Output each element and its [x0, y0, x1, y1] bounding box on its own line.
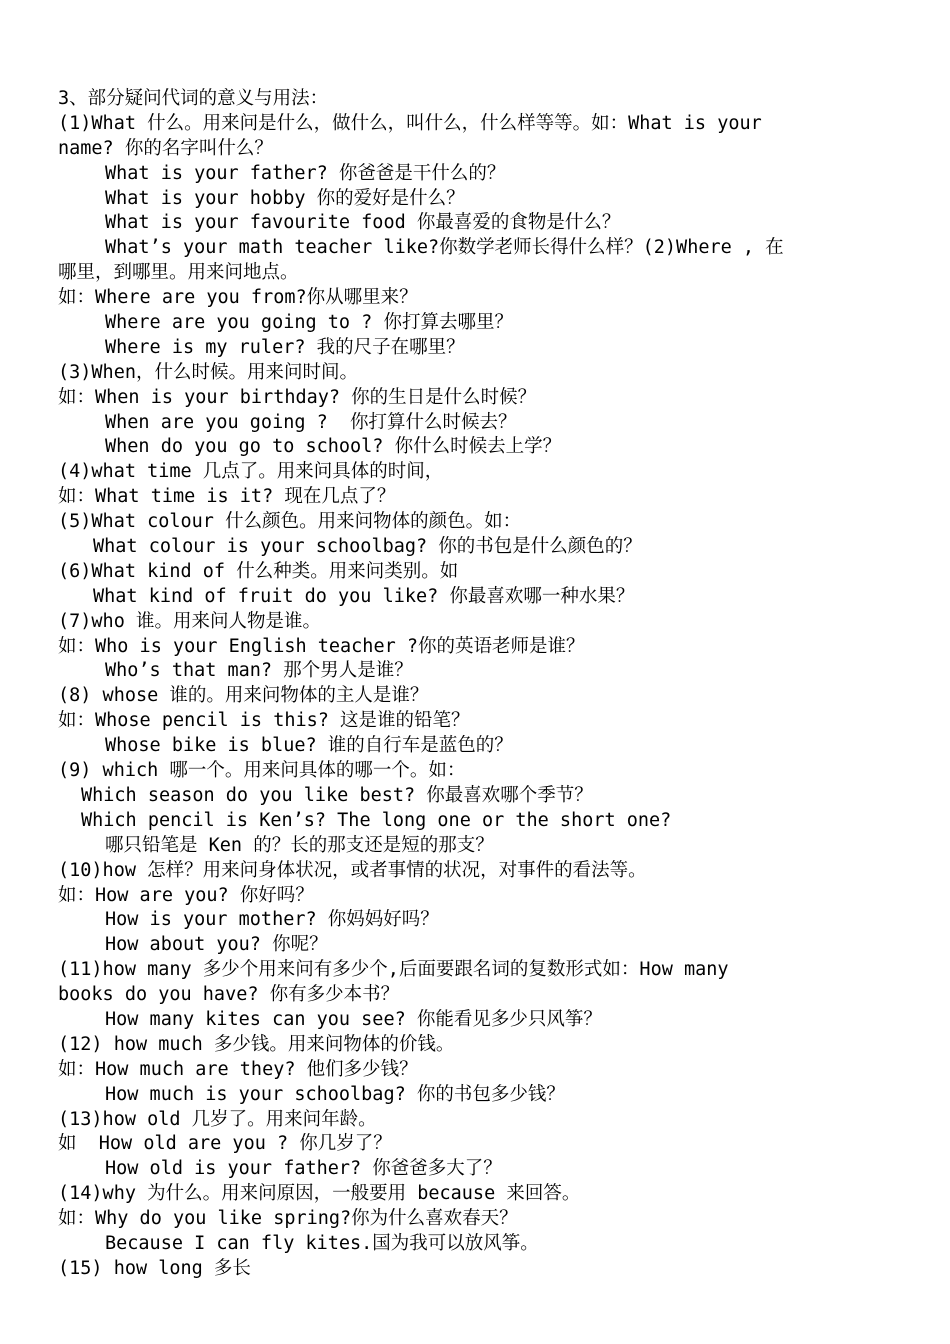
example-line: How many kites can you see? 你能看见多少只风筝？: [105, 1008, 602, 1030]
example-line: What is your hobby 你的爱好是什么？: [105, 187, 465, 209]
example-line: How much is your schoolbag? 你的书包多少钱？: [105, 1083, 565, 1105]
item-where-heading-cont: 哪里，到哪里。用来问地点。: [58, 262, 299, 284]
example-line: What is your father? 你爸爸是干什么的？: [105, 162, 506, 184]
item-who-heading: (7)who 谁。用来问人物是谁。: [58, 610, 321, 632]
item-what-heading-cont: name? 你的名字叫什么？: [58, 137, 273, 159]
item-how-old-heading: (13)how old 几岁了。用来问年龄。: [58, 1108, 377, 1130]
example-line: What colour is your schoolbag? 你的书包是什么颜色的？: [93, 536, 642, 558]
item-what-colour-heading: (5)What colour 什么颜色。用来问物体的颜色。如：: [58, 511, 522, 533]
example-line: 如：How are you? 你好吗？: [58, 884, 314, 906]
item-why-heading: (14)why 为什么。用来问原因，一般要用 because 来回答。: [58, 1183, 581, 1205]
item-which-heading: (9) which 哪一个。用来问具体的哪一个。如：: [58, 760, 466, 782]
example-line: How about you? 你呢？: [105, 934, 328, 956]
example-line: Which season do you like best? 你最喜欢哪个季节？: [81, 784, 593, 806]
item-when-heading: (3)When，什么时候。用来问时间。: [58, 361, 358, 383]
example-line: Where is my ruler? 我的尺子在哪里？: [105, 336, 465, 358]
item-what-heading: (1)What 什么。用来问是什么，做什么，叫什么，什么样等等。如：What is your: [58, 112, 762, 134]
example-line: Where are you going to ? 你打算去哪里？: [105, 312, 513, 334]
example-line: 如：What time is it? 现在几点了？: [58, 486, 396, 508]
example-line: 如：When is your birthday? 你的生日是什么时候？: [58, 386, 537, 408]
example-line: 如：How much are they? 他们多少钱？: [58, 1058, 418, 1080]
example-line: What is your favourite food 你最喜爱的食物是什么？: [105, 212, 621, 234]
item-whose-heading: (8) whose 谁的。用来问物体的主人是谁？: [58, 685, 429, 707]
example-line: Which pencil is Ken’s? The long one or the short one?: [81, 809, 672, 831]
example-line: When do you go to school? 你什么时候去上学？: [105, 436, 562, 458]
item-how-many-heading: (11)how many 多少个用来问有多少个,后面要跟名词的复数形式如：How many: [58, 959, 729, 981]
example-line: What kind of fruit do you like? 你最喜欢哪一种水果？: [93, 585, 635, 607]
example-line: 如：Whose pencil is this? 这是谁的铅笔？: [58, 710, 470, 732]
example-line: Whose bike is blue? 谁的自行车是蓝色的？: [105, 735, 513, 757]
document-body: [58, 87, 894, 1282]
example-line: 如：Where are you from?你从哪里来？: [58, 287, 418, 309]
example-line: What’s your math teacher like?你数学老师长得什么样？(2)Where , 在: [105, 237, 784, 259]
example-line: How is your mother? 你妈妈好吗？: [105, 909, 439, 931]
example-line: 哪只铅笔是 Ken 的？长的那支还是短的那支？: [105, 834, 494, 856]
item-how-long-heading: (15) how long 多长: [58, 1257, 251, 1279]
example-line: How old is your father? 你爸爸多大了？: [105, 1158, 502, 1180]
item-how-many-heading-cont: books do you have? 你有多少本书？: [58, 984, 400, 1006]
item-what-kind-heading: (6)What kind of 什么种类。用来问类别。如: [58, 560, 459, 582]
item-what-time-heading: (4)what time 几点了。用来问具体的时间，: [58, 461, 444, 483]
item-how-much-heading: (12) how much 多少钱。用来问物体的价钱。: [58, 1033, 455, 1055]
item-how-heading: (10)how 怎样？用来问身体状况，或者事情的状况，对事件的看法等。: [58, 859, 647, 881]
example-line: 如 How old are you ? 你几岁了？: [58, 1133, 392, 1155]
example-line: Who’s that man? 那个男人是谁？: [105, 660, 413, 682]
section-heading: 3、部分疑问代词的意义与用法：: [58, 88, 329, 109]
example-line: Because I can fly kites.国为我可以放风筝。: [105, 1232, 539, 1254]
example-line: 如：Why do you like spring?你为什么喜欢春天？: [58, 1208, 518, 1230]
example-line: When are you going ? 你打算什么时候去？: [105, 411, 517, 433]
example-line: 如：Who is your English teacher ?你的英语老师是谁？: [58, 635, 585, 657]
